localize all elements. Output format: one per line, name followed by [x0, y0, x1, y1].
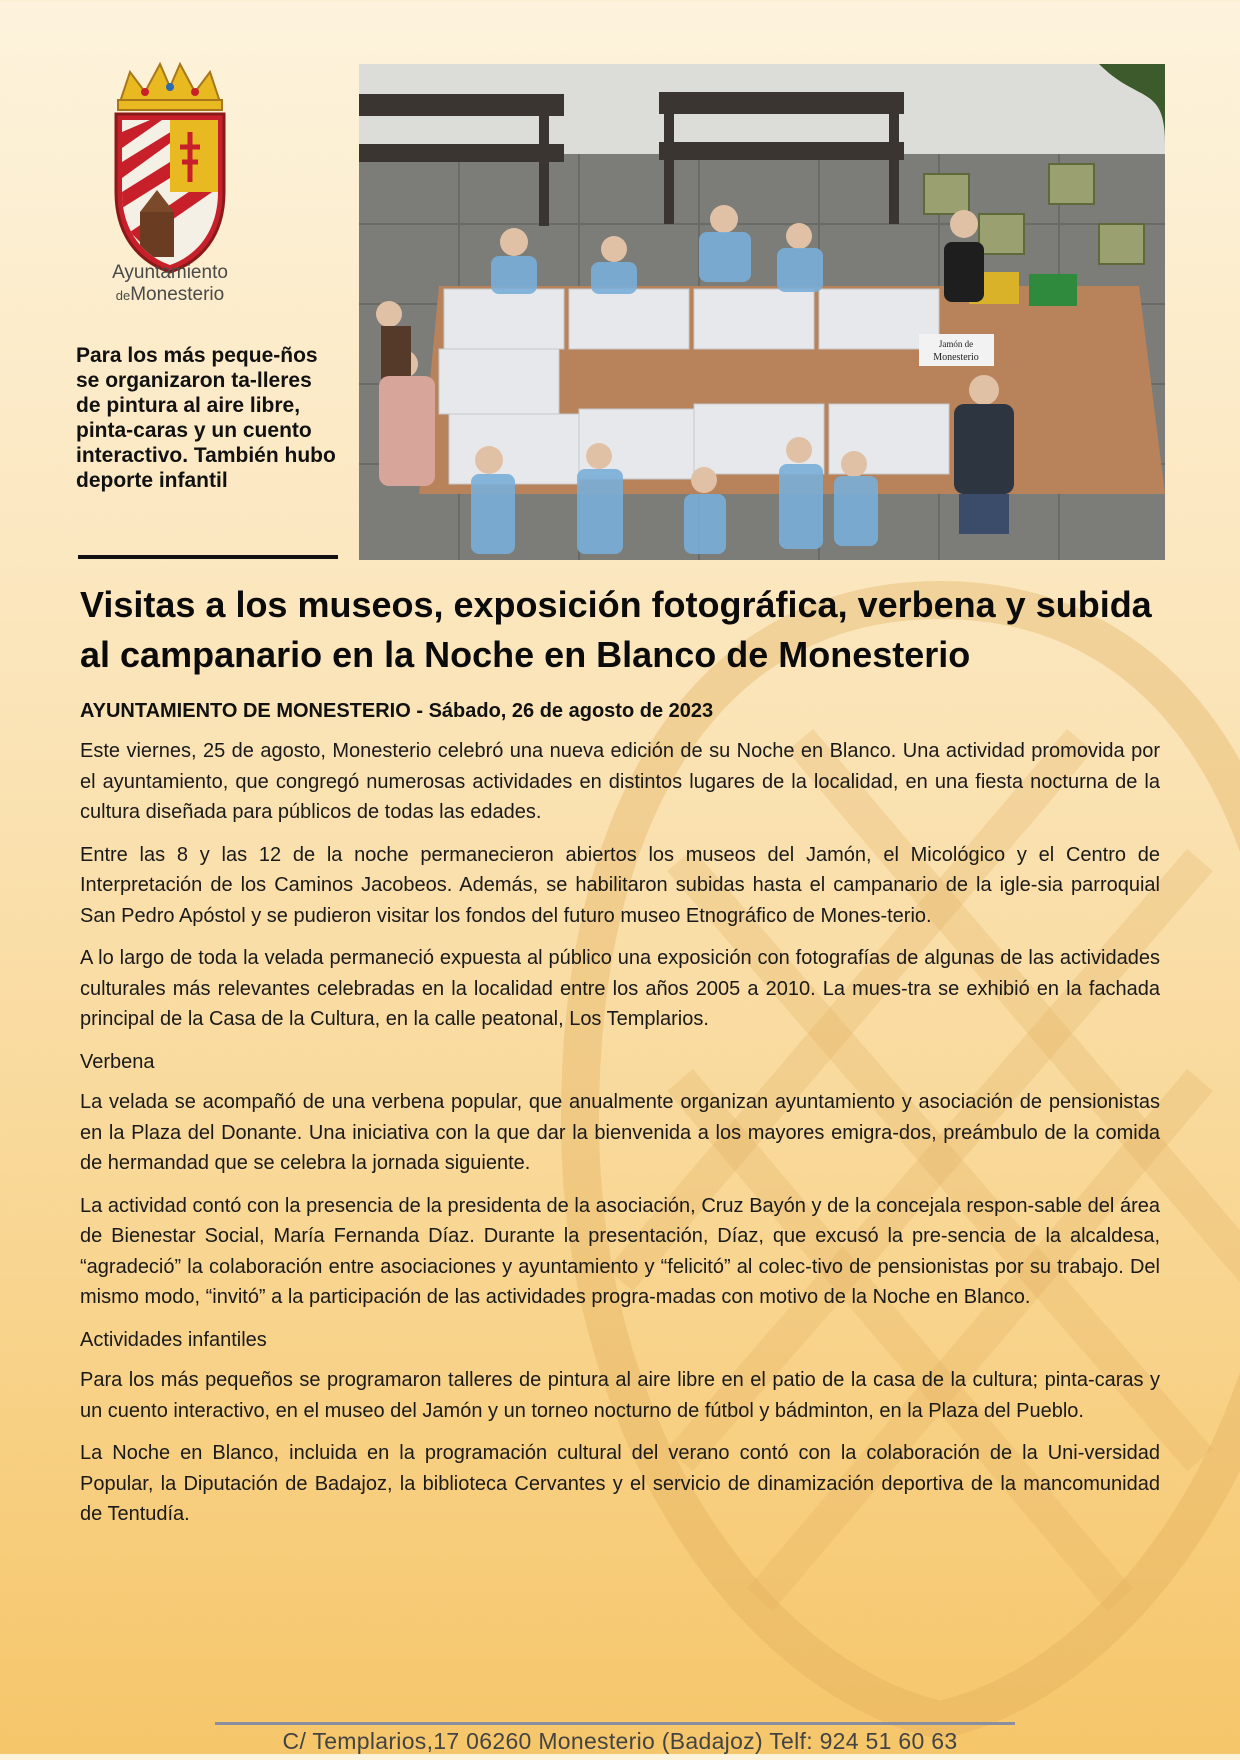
caption-divider — [78, 555, 338, 559]
photo-sign-line2: Monesterio — [933, 352, 979, 363]
footer-address: C/ Templarios,17 06260 Monesterio (Badajoz) Telf: 924 51 60 63 — [282, 1728, 958, 1754]
article-paragraph: La velada se acompañó de una verbena popular, que anualmente organizan ayuntamiento y asociación de pensionistas en la Plaza del Donante. Una iniciativa con la que dar la bienvenida a los mayores emigra-dos, preámbulo de la comida de hermandad que se celebra la jornada siguiente. — [80, 1091, 1160, 1174]
photo-illustration — [359, 64, 1165, 560]
article — [80, 580, 1160, 1542]
logo-line2-text: Monesterio — [130, 284, 225, 305]
footer-divider — [215, 1722, 1015, 1725]
article-paragraph: La actividad contó con la presencia de la presidenta de la asociación, Cruz Bayón y de la concejala respon-sable del área de Bienestar Social, María Fernanda Díaz. Durante la presentación, Díaz, que excusó la pre-sencia de la alcaldesa, “agradeció” la colaboración entre asociaciones y ayuntamiento y “felicitó” al colec-tivo de pensionistas por su trabajo. Del mismo modo, “invitó” a la participación de las actividades progra-madas con motivo de la Noche en Blanco. — [80, 1194, 1160, 1308]
byline-org: AYUNTAMIENTO DE MONESTERIO — [80, 700, 411, 722]
photo-caption: Para los más peque-ños se organizaron ta-lleres de pintura al aire libre, pinta-caras y un cuento interactivo. También hubo deporte infantil — [76, 344, 336, 492]
article-subheading: Verbena — [80, 1050, 155, 1073]
article-paragraph: Entre las 8 y las 12 de la noche permanecieron abiertos los museos del Jamón, el Micológico y el Centro de Interpretación de los Caminos Jacobeos. Además, se habilitaron subidas hasta el campanario de la igle-sia parroquial San Pedro Apóstol y se pudieron visitar los fondos del futuro museo Etnográfico de Mones-terio. — [80, 843, 1160, 927]
photo-sign-line1: Jamón de — [938, 339, 974, 349]
article-paragraph: La Noche en Blanco, incluida en la programación cultural del verano contó con la colaboración de la Uni-versidad Popular, la Diputación de Badajoz, la biblioteca Cervantes y el servicio de dinamización deportiva de la mancomunidad de Tentudía. — [80, 1442, 1160, 1525]
article-subheading: Actividades infantiles — [80, 1328, 267, 1351]
logo-line1: Ayuntamiento — [112, 262, 228, 283]
logo-line2-prefix: de — [115, 288, 131, 303]
logo-wordmark — [70, 262, 270, 307]
article-paragraph: A lo largo de toda la velada permaneció expuesta al público una exposición con fotografías de algunas de las actividades culturales más relevantes celebradas en la localidad entre los años 2005 a 2010. La mues-tra se exhibió en la fachada principal de la Casa de la Cultura, en la calle peatonal, Los Templarios. — [80, 947, 1160, 1030]
article-paragraph: Este viernes, 25 de agosto, Monesterio celebró una nueva edición de su Noche en Blanco. Una actividad promovida por el ayuntamiento, que congregó numerosas actividades en distintos lugares de la localidad, en una fiesta nocturna de la cultura diseñada para públicos de todas las edades. — [80, 740, 1160, 823]
article-byline — [80, 698, 1160, 724]
article-body — [80, 736, 1160, 1530]
event-photo — [359, 64, 1165, 560]
byline-date: Sábado, 26 de agosto de 2023 — [428, 700, 714, 722]
article-paragraph: Para los más pequeños se programaron talleres de pintura al aire libre en el patio de la casa de la cultura; pinta-caras y un cuento interactivo, en el museo del Jamón y un torneo nocturno de fútbol y bádminton, en la Plaza del Pueblo. — [80, 1369, 1160, 1422]
byline-separator: - — [410, 700, 429, 722]
logo-line2 — [70, 284, 270, 307]
article-headline: Visitas a los museos, exposición fotográfica, verbena y subida al campanario en la Noche en Blanco de Monesterio — [80, 584, 1152, 675]
